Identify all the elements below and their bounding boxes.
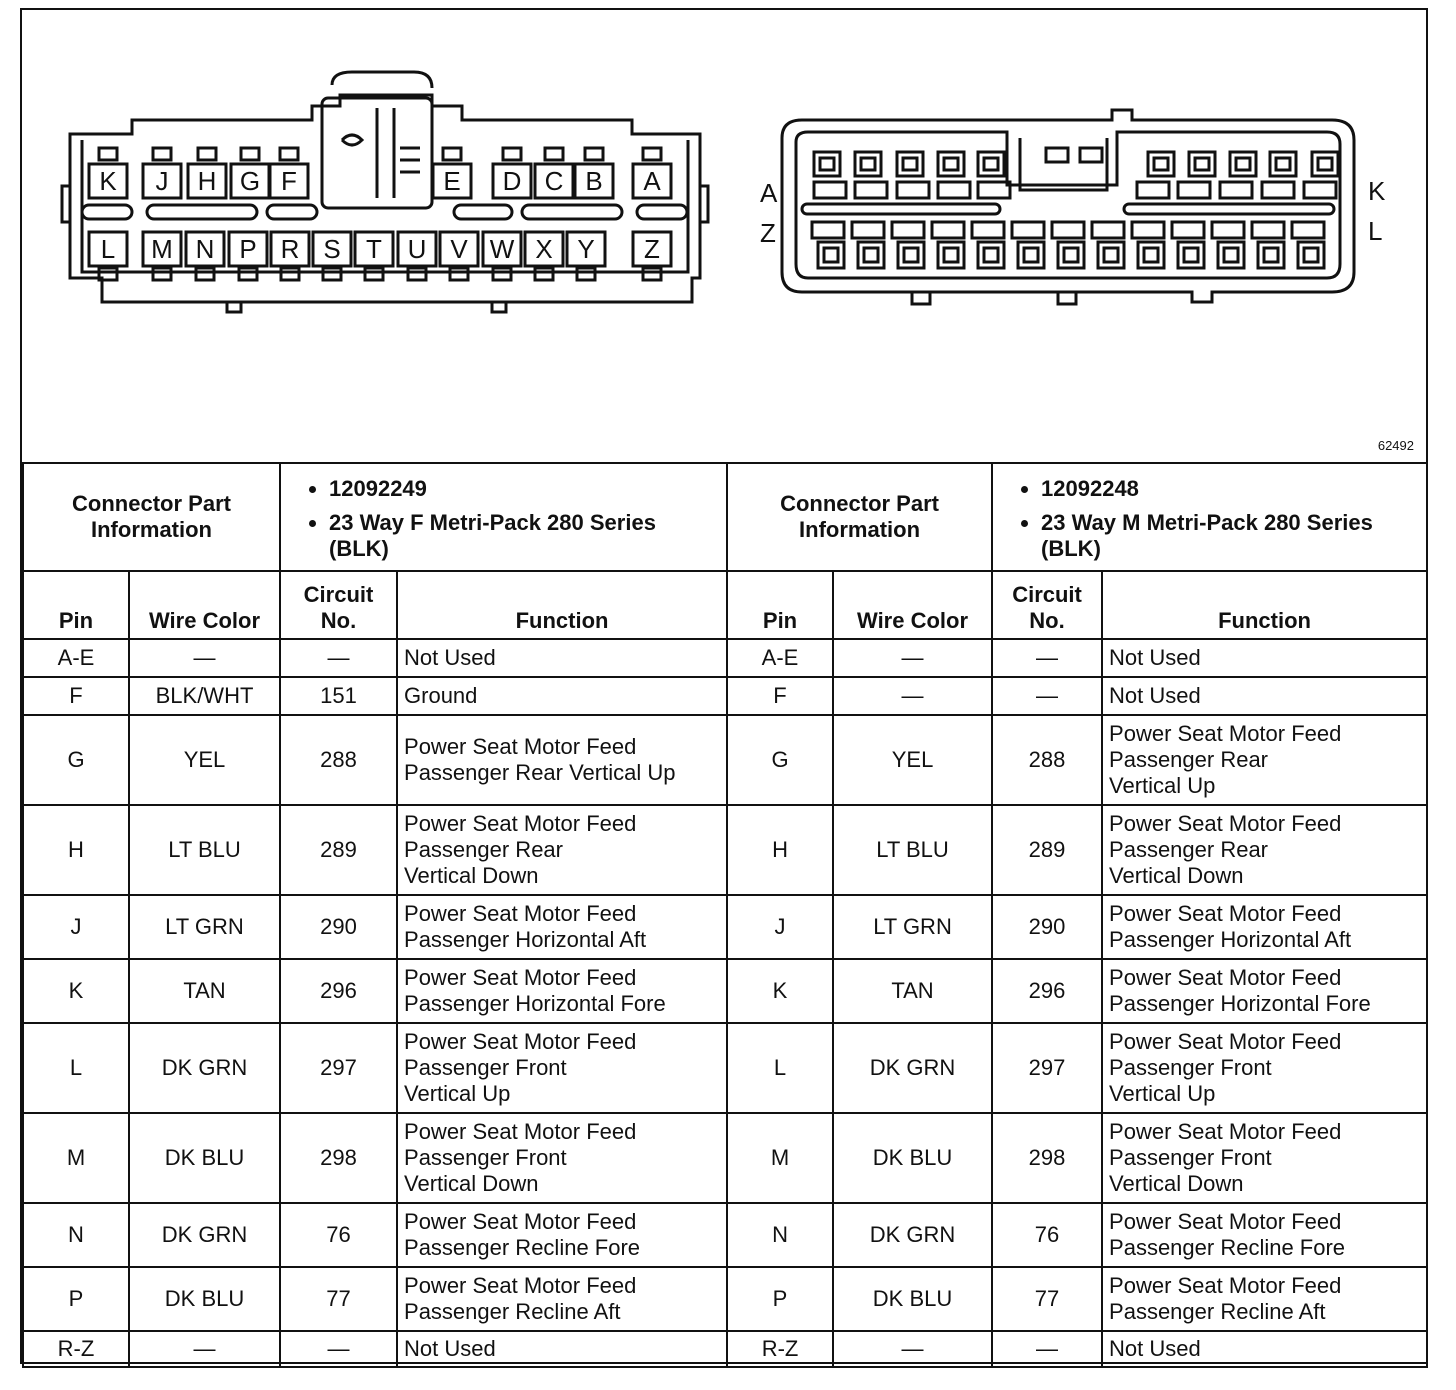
terminal-outline — [1312, 152, 1338, 176]
pin-cell: J — [23, 895, 129, 959]
left-cavity-c — [535, 148, 573, 198]
wire-color-cell: TAN — [833, 959, 992, 1023]
right-bottom-terminal — [938, 242, 964, 268]
pin-label: S — [323, 234, 341, 264]
wire-color-cell: DK GRN — [129, 1023, 280, 1113]
pin-cell: P — [23, 1267, 129, 1331]
pin-cell: H — [727, 805, 833, 895]
terminal-outline — [1058, 242, 1084, 268]
circuit-cell: 290 — [992, 895, 1102, 959]
part-info-row — [23, 463, 1427, 571]
pin-label: E — [443, 166, 461, 196]
terminal-outline — [898, 242, 924, 268]
pin-label: V — [450, 234, 468, 264]
terminal-outline — [1178, 242, 1204, 268]
terminal-core — [904, 248, 918, 262]
function-cell: Power Seat Motor Feed Passenger Recline Fore — [1102, 1203, 1427, 1267]
pin-label: Y — [577, 234, 595, 264]
terminal-core — [1224, 248, 1238, 262]
right-top-terminal — [855, 152, 881, 176]
pin-label: C — [544, 166, 564, 196]
pin-label: P — [239, 234, 257, 264]
pin-label: H — [197, 166, 217, 196]
cavity-latch — [493, 268, 511, 280]
right-bottom-latch-slot — [1052, 222, 1084, 238]
pin-label: A — [643, 166, 661, 196]
cavity-latch — [323, 268, 341, 280]
right-top-terminal — [938, 152, 964, 176]
cavity-latch — [281, 268, 299, 280]
left-cavity-e — [433, 148, 471, 198]
right-bottom-latch-slot — [1012, 222, 1044, 238]
right-top-latch-slot — [855, 182, 887, 198]
table-row — [23, 959, 1427, 1023]
pin-cell: K — [23, 959, 129, 1023]
table-row — [23, 1203, 1427, 1267]
pin-cell: P — [727, 1267, 833, 1331]
right-bottom-terminal — [1298, 242, 1324, 268]
pin-label: D — [502, 166, 522, 196]
wire-color-cell: YEL — [129, 715, 280, 805]
circuit-cell: 289 — [280, 805, 397, 895]
pin-cell: J — [727, 895, 833, 959]
right-top-terminal — [1189, 152, 1215, 176]
cavity-latch — [585, 148, 603, 160]
wire-color-cell: DK BLU — [833, 1113, 992, 1203]
header-circuit-no: Circuit No. — [992, 571, 1102, 639]
header-wire-color: Wire Color — [129, 571, 280, 639]
pin-cell: G — [727, 715, 833, 805]
circuit-cell: — — [992, 1331, 1102, 1367]
pin-cell: G — [23, 715, 129, 805]
pin-cell: L — [23, 1023, 129, 1113]
wire-color-cell: DK BLU — [129, 1113, 280, 1203]
right-top-terminal — [814, 152, 840, 176]
function-cell: Power Seat Motor Feed Passenger Recline Aft — [397, 1267, 727, 1331]
left-cavity-g — [231, 148, 269, 198]
terminal-outline — [1230, 152, 1256, 176]
terminal-core — [820, 158, 834, 170]
right-bottom-terminal — [818, 242, 844, 268]
right-bottom-terminal — [1178, 242, 1204, 268]
terminal-core — [1276, 158, 1290, 170]
circuit-cell: 296 — [992, 959, 1102, 1023]
terminal-core — [1184, 248, 1198, 262]
wire-color-cell: LT GRN — [129, 895, 280, 959]
terminal-core — [1064, 248, 1078, 262]
wire-color-cell: YEL — [833, 715, 992, 805]
terminal-outline — [814, 152, 840, 176]
wire-color-cell: DK BLU — [833, 1267, 992, 1331]
right-bottom-latch-slot — [1212, 222, 1244, 238]
function-cell: Ground — [397, 677, 727, 715]
right-bottom-latch-slot — [852, 222, 884, 238]
pin-label: X — [535, 234, 553, 264]
circuit-cell: — — [992, 639, 1102, 677]
wire-color-cell: — — [129, 1331, 280, 1367]
terminal-core — [1024, 248, 1038, 262]
pin-cell: R-Z — [23, 1331, 129, 1367]
cavity-latch — [643, 268, 661, 280]
cavity-latch — [196, 268, 214, 280]
circuit-cell: — — [992, 677, 1102, 715]
right-bottom-latch-slot — [1092, 222, 1124, 238]
function-cell: Power Seat Motor Feed Passenger Front Vertical Down — [397, 1113, 727, 1203]
cavity-latch — [241, 148, 259, 160]
pin-label: K — [99, 166, 117, 196]
pin-cell: L — [727, 1023, 833, 1113]
header-circuit-no: Circuit No. — [280, 571, 397, 639]
circuit-cell: 77 — [992, 1267, 1102, 1331]
figure-id: 62492 — [1377, 438, 1414, 453]
left-part-number: • 12092249 — [329, 476, 720, 502]
left-cavity-d — [493, 148, 531, 198]
terminal-core — [984, 248, 998, 262]
pin-label: M — [151, 234, 173, 264]
right-bottom-terminal — [858, 242, 884, 268]
circuit-cell: — — [280, 639, 397, 677]
pin-cell: M — [23, 1113, 129, 1203]
header-pin: Pin — [23, 571, 129, 639]
function-cell: Power Seat Motor Feed Passenger Front Vertical Down — [1102, 1113, 1427, 1203]
function-cell: Not Used — [397, 639, 727, 677]
cavity-latch — [503, 148, 521, 160]
pin-cell: A-E — [727, 639, 833, 677]
column-header-row — [23, 571, 1427, 639]
connector-diagram — [22, 10, 1426, 462]
terminal-outline — [978, 152, 1004, 176]
terminal-core — [1318, 158, 1332, 170]
circuit-cell: 76 — [280, 1203, 397, 1267]
right-part-label: Connector Part Information — [727, 463, 992, 571]
right-bottom-latch-slot — [812, 222, 844, 238]
left-cavity-f — [270, 148, 308, 198]
terminal-outline — [1098, 242, 1124, 268]
pin-label: B — [585, 166, 603, 196]
terminal-outline — [1138, 242, 1164, 268]
table-row — [23, 805, 1427, 895]
table-row — [23, 639, 1427, 677]
right-top-latch-slot — [897, 182, 929, 198]
right-top-latch-slot — [938, 182, 970, 198]
terminal-outline — [1018, 242, 1044, 268]
right-connector-label-a: A — [760, 178, 778, 208]
wire-color-cell: DK GRN — [833, 1203, 992, 1267]
circuit-cell: 298 — [280, 1113, 397, 1203]
terminal-core — [864, 248, 878, 262]
right-bottom-latch-slot — [1252, 222, 1284, 238]
pin-label: T — [366, 234, 382, 264]
right-bottom-latch-slot — [1172, 222, 1204, 238]
pin-table — [22, 462, 1428, 1368]
terminal-core — [1236, 158, 1250, 170]
wire-color-cell: — — [833, 1331, 992, 1367]
header-function: Function — [397, 571, 727, 639]
table-row — [23, 895, 1427, 959]
right-bottom-latch-slot — [1292, 222, 1324, 238]
table-row — [23, 1267, 1427, 1331]
circuit-cell: 298 — [992, 1113, 1102, 1203]
pin-label: W — [489, 234, 515, 264]
function-cell: Not Used — [1102, 639, 1427, 677]
table-row — [23, 1331, 1427, 1367]
pin-label: U — [407, 234, 427, 264]
right-bottom-terminal — [1218, 242, 1244, 268]
circuit-cell: 297 — [992, 1023, 1102, 1113]
left-part-label: Connector Part Information — [23, 463, 280, 571]
right-part-description: • 23 Way M Metri-Pack 280 Series (BLK) — [1041, 510, 1420, 562]
terminal-outline — [1258, 242, 1284, 268]
right-connector-label-z: Z — [760, 218, 776, 248]
terminal-outline — [1270, 152, 1296, 176]
pin-label: N — [195, 234, 215, 264]
terminal-core — [1104, 248, 1118, 262]
right-top-terminal — [897, 152, 923, 176]
cavity-latch — [545, 148, 563, 160]
pin-cell: H — [23, 805, 129, 895]
right-top-latch-slot — [978, 182, 1010, 198]
pin-label: L — [100, 234, 116, 264]
terminal-core — [1154, 158, 1168, 170]
circuit-cell: 289 — [992, 805, 1102, 895]
cavity-latch — [198, 148, 216, 160]
terminal-outline — [978, 242, 1004, 268]
terminal-outline — [1148, 152, 1174, 176]
function-cell: Power Seat Motor Feed Passenger Rear Vertical Down — [397, 805, 727, 895]
function-cell: Power Seat Motor Feed Passenger Horizontal Aft — [397, 895, 727, 959]
table-row — [23, 1023, 1427, 1113]
function-cell: Power Seat Motor Feed Passenger Recline Aft — [1102, 1267, 1427, 1331]
header-pin: Pin — [727, 571, 833, 639]
circuit-cell: 151 — [280, 677, 397, 715]
terminal-outline — [858, 242, 884, 268]
wire-color-cell: DK BLU — [129, 1267, 280, 1331]
pin-cell: F — [23, 677, 129, 715]
wire-color-cell: DK GRN — [833, 1023, 992, 1113]
cavity-latch — [153, 148, 171, 160]
left-cavity-k — [89, 148, 127, 198]
cavity-latch — [535, 268, 553, 280]
right-top-terminal — [978, 152, 1004, 176]
function-cell: Power Seat Motor Feed Passenger Rear Vertical Down — [1102, 805, 1427, 895]
function-cell: Power Seat Motor Feed Passenger Rear Vertical Up — [1102, 715, 1427, 805]
right-bottom-terminal — [1258, 242, 1284, 268]
left-cavity-j — [143, 148, 181, 198]
circuit-cell: 76 — [992, 1203, 1102, 1267]
right-top-latch-slot — [1137, 182, 1169, 198]
right-top-latch-slot — [1304, 182, 1336, 198]
left-cavity-h — [188, 148, 226, 198]
cavity-latch — [643, 148, 661, 160]
wire-color-cell: DK GRN — [129, 1203, 280, 1267]
cavity-latch — [443, 148, 461, 160]
function-cell: Power Seat Motor Feed Passenger Front Vertical Up — [397, 1023, 727, 1113]
right-connector-face — [782, 110, 1354, 304]
cavity-latch — [153, 268, 171, 280]
right-top-terminal — [1230, 152, 1256, 176]
pin-cell: K — [727, 959, 833, 1023]
right-bottom-latch-slot — [1132, 222, 1164, 238]
right-bottom-latch-slot — [972, 222, 1004, 238]
wire-color-cell: LT BLU — [833, 805, 992, 895]
circuit-cell: 290 — [280, 895, 397, 959]
pin-cell: R-Z — [727, 1331, 833, 1367]
header-wire-color: Wire Color — [833, 571, 992, 639]
circuit-cell: — — [280, 1331, 397, 1367]
wire-color-cell: — — [833, 677, 992, 715]
wire-color-cell: TAN — [129, 959, 280, 1023]
terminal-outline — [1189, 152, 1215, 176]
circuit-cell: 296 — [280, 959, 397, 1023]
pin-cell: M — [727, 1113, 833, 1203]
circuit-cell: 77 — [280, 1267, 397, 1331]
left-cavity-b — [575, 148, 613, 198]
wire-color-cell: LT GRN — [833, 895, 992, 959]
terminal-core — [944, 158, 958, 170]
circuit-cell: 288 — [280, 715, 397, 805]
right-bottom-latch-slot — [932, 222, 964, 238]
right-bottom-terminal — [898, 242, 924, 268]
header-function: Function — [1102, 571, 1427, 639]
pin-label: Z — [644, 234, 660, 264]
cavity-latch — [450, 268, 468, 280]
terminal-core — [1144, 248, 1158, 262]
right-part-number: • 12092248 — [1041, 476, 1420, 502]
right-top-terminal — [1270, 152, 1296, 176]
function-cell: Power Seat Motor Feed Passenger Front Vertical Up — [1102, 1023, 1427, 1113]
terminal-outline — [855, 152, 881, 176]
terminal-core — [1195, 158, 1209, 170]
pin-cell: N — [727, 1203, 833, 1267]
pin-label: J — [155, 166, 169, 196]
terminal-outline — [1218, 242, 1244, 268]
terminal-core — [903, 158, 917, 170]
function-cell: Power Seat Motor Feed Passenger Recline Fore — [397, 1203, 727, 1267]
terminal-core — [861, 158, 875, 170]
right-bottom-terminal — [1058, 242, 1084, 268]
function-cell: Not Used — [1102, 1331, 1427, 1367]
right-part-info — [992, 463, 1427, 571]
terminal-core — [944, 248, 958, 262]
right-top-latch-slot — [1220, 182, 1252, 198]
right-top-latch-slot — [814, 182, 846, 198]
right-top-terminal — [1312, 152, 1338, 176]
cavity-latch — [239, 268, 257, 280]
cavity-latch — [99, 148, 117, 160]
left-cavity-a — [633, 148, 671, 198]
wire-color-cell: LT BLU — [129, 805, 280, 895]
table-row — [23, 1113, 1427, 1203]
function-cell: Power Seat Motor Feed Passenger Rear Vertical Up — [397, 715, 727, 805]
cavity-latch — [577, 268, 595, 280]
terminal-outline — [818, 242, 844, 268]
function-cell: Power Seat Motor Feed Passenger Horizontal Aft — [1102, 895, 1427, 959]
right-bottom-terminal — [1018, 242, 1044, 268]
pin-cell: F — [727, 677, 833, 715]
function-cell: Not Used — [397, 1331, 727, 1367]
right-top-latch-slot — [1178, 182, 1210, 198]
circuit-cell: 288 — [992, 715, 1102, 805]
pin-label: G — [239, 166, 261, 196]
terminal-outline — [1298, 242, 1324, 268]
right-bottom-terminal — [978, 242, 1004, 268]
terminal-core — [1264, 248, 1278, 262]
right-bottom-terminal — [1098, 242, 1124, 268]
terminal-core — [824, 248, 838, 262]
diagram-frame — [20, 8, 1428, 1364]
right-top-latch-slot — [1262, 182, 1294, 198]
right-connector-label-k: K — [1368, 176, 1386, 206]
cavity-latch — [408, 268, 426, 280]
wire-color-cell: — — [129, 639, 280, 677]
terminal-outline — [938, 152, 964, 176]
right-bottom-terminal — [1138, 242, 1164, 268]
right-connector-label-l: L — [1368, 216, 1383, 246]
pin-cell: A-E — [23, 639, 129, 677]
pin-label: R — [280, 234, 300, 264]
right-top-terminal — [1148, 152, 1174, 176]
left-part-info — [280, 463, 727, 571]
table-row — [23, 677, 1427, 715]
left-part-description: • 23 Way F Metri-Pack 280 Series (BLK) — [329, 510, 720, 562]
terminal-core — [984, 158, 998, 170]
wire-color-cell: — — [833, 639, 992, 677]
function-cell: Power Seat Motor Feed Passenger Horizontal Fore — [1102, 959, 1427, 1023]
terminal-outline — [938, 242, 964, 268]
circuit-cell: 297 — [280, 1023, 397, 1113]
function-cell: Power Seat Motor Feed Passenger Horizontal Fore — [397, 959, 727, 1023]
pin-cell: N — [23, 1203, 129, 1267]
table-row — [23, 715, 1427, 805]
right-bottom-latch-slot — [892, 222, 924, 238]
pin-label: F — [281, 166, 297, 196]
function-cell: Not Used — [1102, 677, 1427, 715]
left-connector-face — [62, 72, 708, 312]
terminal-outline — [897, 152, 923, 176]
cavity-latch — [365, 268, 383, 280]
terminal-core — [1304, 248, 1318, 262]
cavity-latch — [280, 148, 298, 160]
wire-color-cell: BLK/WHT — [129, 677, 280, 715]
